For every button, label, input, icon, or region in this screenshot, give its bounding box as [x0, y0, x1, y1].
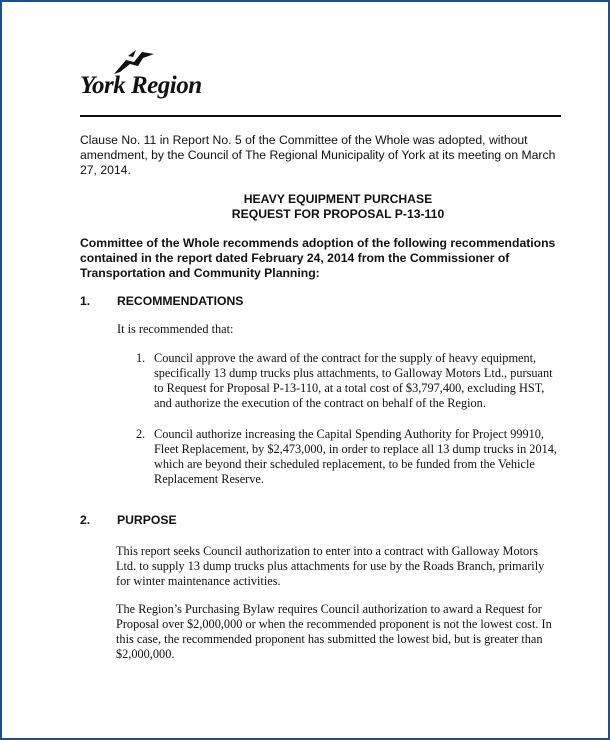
recommendation-item-1-number: 1.	[136, 351, 146, 365]
recommendation-item-2: Council authorize increasing the Capital Spending Authority for Project 99910, Fleet Replacement, by $2,473,000, in order to replace all 13 dump trucks in 2014, which are beyond their scheduled replacement, to be funded from the Vehicle Replacement Reserve.	[154, 427, 557, 486]
title-line-1: HEAVY EQUIPMENT PURCHASE	[243, 192, 433, 206]
section-2-number: 2.	[80, 513, 91, 527]
section-2-title: PURPOSE	[117, 513, 177, 527]
purpose-paragraph-1: This report seeks Council authorization to enter into a contract with Galloway Motors Ltd. to supply 13 dump trucks plus attachments for use by the Roads Branch, primarily for winter maintenance activities.	[116, 544, 545, 588]
logo-wordmark: York Region	[80, 72, 202, 99]
document-title	[80, 192, 596, 222]
york-region-logo	[78, 48, 218, 104]
section-1-title: RECOMMENDATIONS	[117, 294, 244, 308]
title-line-2: REQUEST FOR PROPOSAL P-13-110	[231, 207, 445, 221]
recommendation-item-2-number: 2.	[136, 427, 146, 441]
header-divider	[80, 115, 561, 117]
clause-statement: Clause No. 11 in Report No. 5 of the Committee of the Whole was adopted, without amendment, by the Council of The Regional Municipality of York at its meeting on March 27, 2014.	[80, 133, 556, 177]
committee-recommendation: Committee of the Whole recommends adoption of the following recommendations contained in the report dated February 24, 2014 from the Commissioner of Transportation and Community Planning:	[80, 236, 556, 280]
purpose-paragraph-2: The Region’s Purchasing Bylaw requires Council authorization to award a Request for Proposal over $2,000,000 or when the recommended proponent is not the lowest cost. In this case, the recommended proponent has submitted the lowest bid, but is greater than $2,000,000.	[116, 602, 552, 661]
recommendations-intro: It is recommended that:	[117, 322, 234, 336]
section-1-number: 1.	[80, 294, 91, 308]
recommendation-item-1: Council approve the award of the contract for the supply of heavy equipment, specifically 13 dump trucks plus attachments, to Galloway Motors Ltd., pursuant to Request for Proposal P-13-110, at a total cost of $3,797,400, excluding HST, and authorize the execution of the contract on behalf of the Region.	[154, 351, 553, 410]
